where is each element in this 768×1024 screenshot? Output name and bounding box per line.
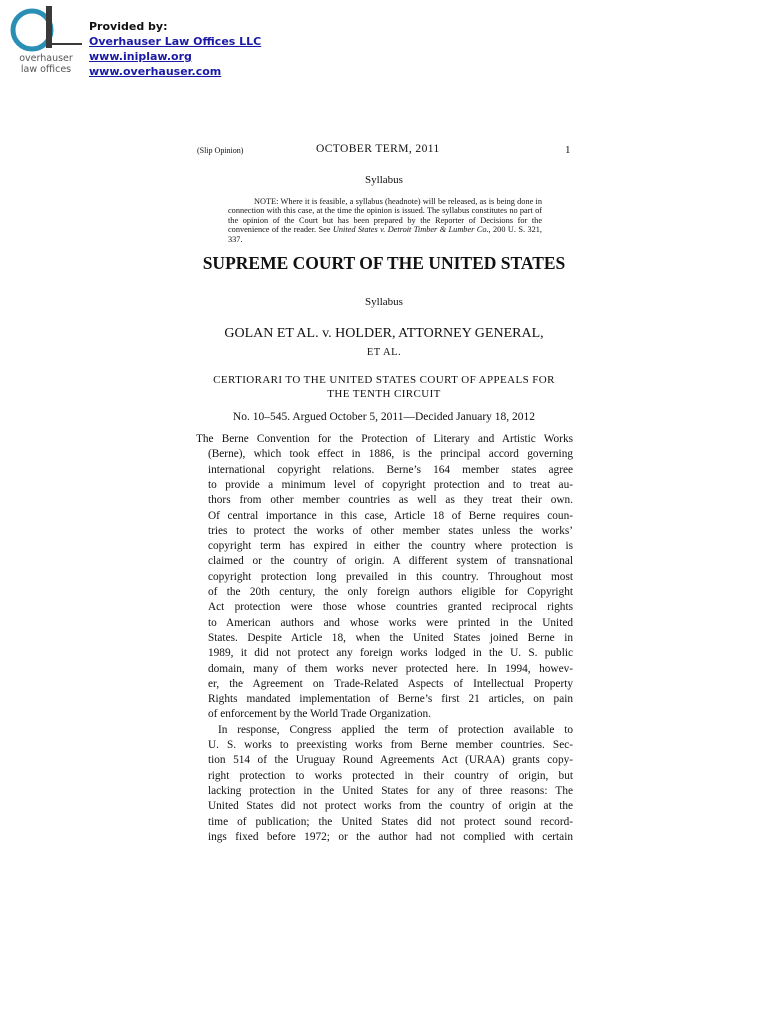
logo-text-2: law offices [20,64,72,75]
body-line: domain, many of them works never protected here. In 1994, howev- [208,662,573,675]
body-line: claimed or the country of origin. A different system of transnational [208,555,573,568]
body-line: (Berne), which took effect in 1886, is the principal accord governing [208,448,573,461]
body-line: Rights mandated implementation of Berne’s first 21 articles, on pain [208,693,573,706]
body-line: copyright term has expired in either the country where protection is [208,540,573,553]
court-title: SUPREME COURT OF THE UNITED STATES [202,253,566,273]
page-number: 1 [565,144,571,156]
body-line: tion 514 of the Uruguay Round Agreements Act (URAA) grants copy- [208,754,573,767]
body-line: The Berne Convention for the Protection of Literary and Artistic Works [196,433,573,445]
body-line: United States did not protect works from the country of origin at the [208,800,573,813]
syllabus-heading: Syllabus [365,296,403,308]
body-line: ings fixed before 1972; or the author had not complied with certain [208,830,573,843]
body-line: States. Despite Article 18, when the United States joined Berne in [208,631,573,644]
note-end: , 200 U. S. 321, 337. [228,225,542,244]
body-line: In response, Congress applied the term of protection available to [218,723,573,736]
certiorari-line-2: THE TENTH CIRCUIT [327,388,441,400]
logo-text-1: overhauser [19,53,73,64]
body-line: of enforcement by the World Trade Organization. [208,708,431,721]
body-line: Of central importance in this case, Article 18 of Berne requires coun- [208,509,573,522]
overhauser-link[interactable]: www.overhauser.com [89,65,222,78]
headnote-note [228,197,542,244]
case-name-line-1: GOLAN ET AL. v. HOLDER, ATTORNEY GENERAL, [224,326,544,341]
term-heading: OCTOBER TERM, 2011 [316,143,440,155]
syllabus-heading-top: Syllabus [365,174,403,186]
body-line: Act protection were those whose countries granted reciprocal rights [208,601,573,614]
body-line: of the 20th century, the only foreign authors eligible for Copyright [208,586,573,598]
body-line: to provide a minimum level of copyright protection and to treat au- [208,478,573,491]
provided-by-block [89,19,261,79]
case-name-line-2: ET AL. [366,347,402,358]
body-line: U. S. works to preexisting works from Berne member countries. Sec- [208,739,573,751]
slip-opinion-label: (Slip Opinion) [197,146,244,155]
overhauser-logo [8,6,84,76]
body-line: copyright protection long prevailed in this country. Throughout most [208,570,573,583]
body-line: right protection to works protected in their country of origin, but [208,769,573,782]
body-line: 1989, it did not protect any foreign works lodged in the U. S. public [208,647,573,660]
body-line: thors from other member countries as well as they treat their own. [208,494,573,507]
certiorari-line-1: CERTIORARI TO THE UNITED STATES COURT OF APPEALS FOR [213,374,555,386]
body-line: lacking protection in the United States for any of three reasons: The [208,784,573,797]
note-case-citation: United States v. Detroit Timber & Lumber Co. [332,225,489,235]
body-line: to American authors and whose works were printed in the United [208,616,573,629]
firm-link[interactable]: Overhauser Law Offices LLC [89,35,262,48]
body-line: er, the Agreement on Trade-Related Aspects of Intellectual Property [208,677,573,690]
note-text: Where it is feasible, a syllabus (headnote) will be released, as is being done in connection with this case, at the time the opinion is issued. The syllabus constitutes no part of the opinion of the Court but has been prepared by the Reporter of Decisions for the convenience of the reader. See [228,197,542,235]
body-line: international copyright relations. Berne’s 164 member states agree [208,463,573,476]
note-label: NOTE: [254,197,279,206]
provided-by-label: Provided by: [89,20,168,33]
docket-line: No. 10–545. Argued October 5, 2011—Decided January 18, 2012 [232,411,536,423]
iniplaw-link[interactable]: www.iniplaw.org [89,50,192,63]
body-line: tries to protect the works of other member states unless the works’ [208,524,573,537]
body-line: time of publication; the United States did not protect sound record- [208,815,573,828]
